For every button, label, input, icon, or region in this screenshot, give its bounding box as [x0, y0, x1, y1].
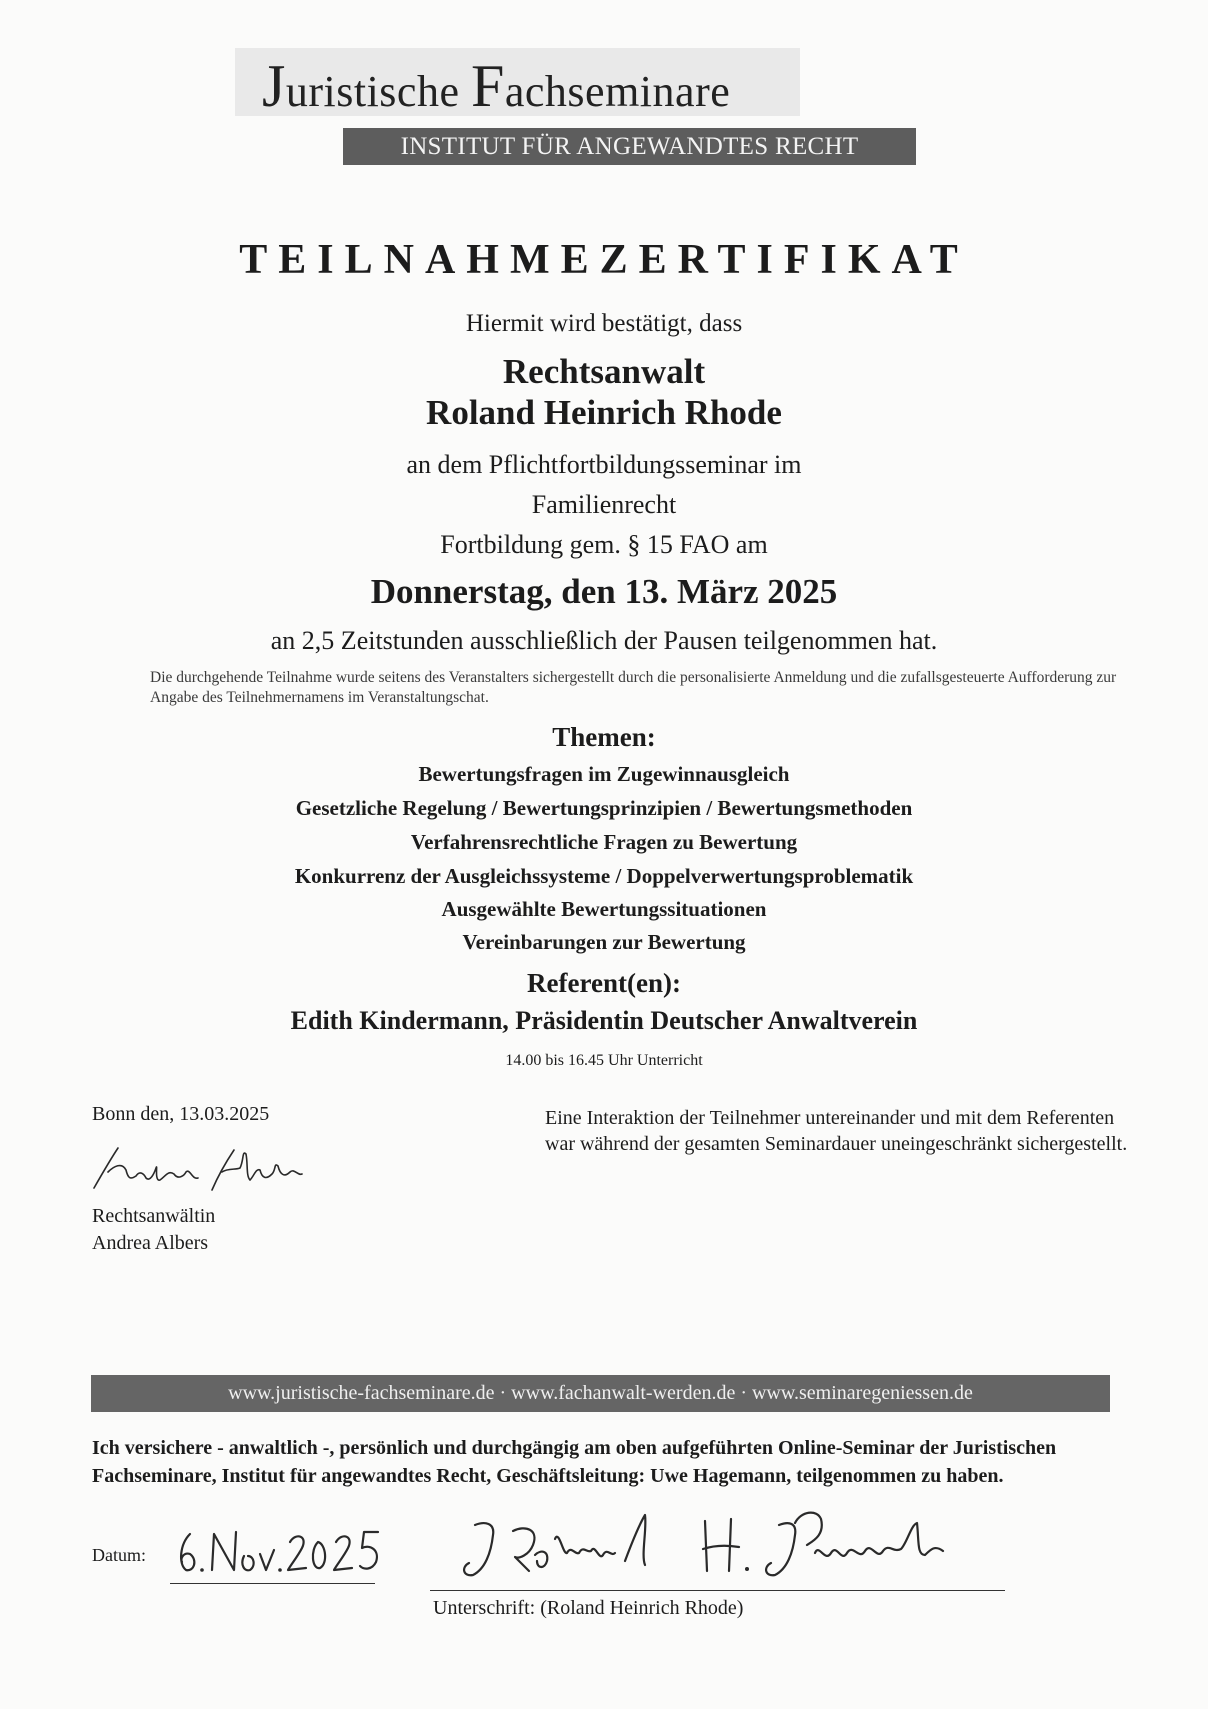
certificate-title: TEILNAHMEZERTIFIKAT: [239, 237, 969, 283]
brand-word2-rest: achseminare: [504, 67, 731, 116]
brand-logo-text: [262, 52, 730, 121]
speakers-heading: Referent(en):: [527, 968, 681, 998]
speaker-name: Edith Kindermann, Präsidentin Deutscher Anwaltverein: [290, 1006, 918, 1035]
brand-initial-j: J: [262, 53, 286, 119]
seminar-line-3: Fortbildung gem. § 15 FAO am: [440, 530, 768, 559]
topic-item: Ausgewählte Bewertungssituationen: [441, 897, 767, 921]
signature-underline: [430, 1590, 1005, 1591]
footer-links: www.juristische-fachseminare.de · www.fachanwalt-werden.de · www.seminaregeniessen.de: [91, 1375, 1110, 1412]
topic-item: Verfahrensrechtliche Fragen zu Bewertung: [410, 830, 798, 854]
brand-tagline: INSTITUT FÜR ANGEWANDTES RECHT: [343, 128, 916, 165]
recipient-name: Roland Heinrich Rhode: [426, 393, 782, 432]
topic-item: Bewertungsfragen im Zugewinnausgleich: [418, 762, 790, 786]
seminar-date: Donnerstag, den 13. März 2025: [370, 572, 838, 611]
hours-line: an 2,5 Zeitstunden ausschließlich der Pausen teilgenommen hat.: [270, 626, 938, 655]
date-underline: [170, 1583, 375, 1584]
topic-item: Vereinbarungen zur Bewertung: [462, 930, 746, 954]
rhode-signature: [455, 1505, 1015, 1589]
signature-caption: Unterschrift: (Roland Heinrich Rhode): [433, 1597, 744, 1619]
place-date: Bonn den, 13.03.2025: [92, 1103, 270, 1125]
date-label: Datum:: [92, 1545, 146, 1565]
confirmation-line: Hiermit wird bestätigt, dass: [465, 310, 743, 337]
topic-item: Konkurrenz der Ausgleichssysteme / Doppelverwertungsproblematik: [294, 864, 914, 888]
topic-item: Gesetzliche Regelung / Bewertungsprinzipien / Bewertungsmethoden: [295, 796, 913, 820]
seminar-line-2: Familienrecht: [531, 490, 677, 519]
handwritten-date: [170, 1520, 400, 1582]
seminar-line-1: an dem Pflichtfortbildungsseminar im: [406, 450, 802, 479]
issuer-role: Rechtsanwältin: [92, 1205, 216, 1227]
topics-heading: Themen:: [552, 722, 656, 752]
brand-initial-f: F: [471, 53, 505, 119]
brand-word1-rest: uristische: [285, 67, 471, 116]
albers-signature: [90, 1140, 320, 1202]
issuer-role-block: [92, 1203, 215, 1257]
recipient-title: Rechtsanwalt: [502, 352, 706, 391]
schedule-line: 14.00 bis 16.45 Uhr Unterricht: [505, 1052, 703, 1069]
issuer-name: Andrea Albers: [92, 1232, 209, 1254]
interaction-statement: Eine Interaktion der Teilnehmer untereinander und mit dem Referenten war während der gesamten Seminardauer uneingeschränkt sichergestellt.: [545, 1107, 1128, 1155]
participation-note: Die durchgehende Teilnahme wurde seitens des Veranstalters sichergestellt durch die personalisierte Anmeldung und die zufallsgesteuerte Aufforderung zur Angabe des Teilnehmernamens im Veranstaltungschat.: [150, 669, 1117, 706]
declaration-text: Ich versichere - anwaltlich -, persönlich und durchgängig am oben aufgeführten Online-Seminar der Juristischen Fachseminare, Institut für angewandtes Recht, Geschäftsleitung: Uwe Hagemann, teilgenommen zu haben.: [92, 1437, 1057, 1487]
